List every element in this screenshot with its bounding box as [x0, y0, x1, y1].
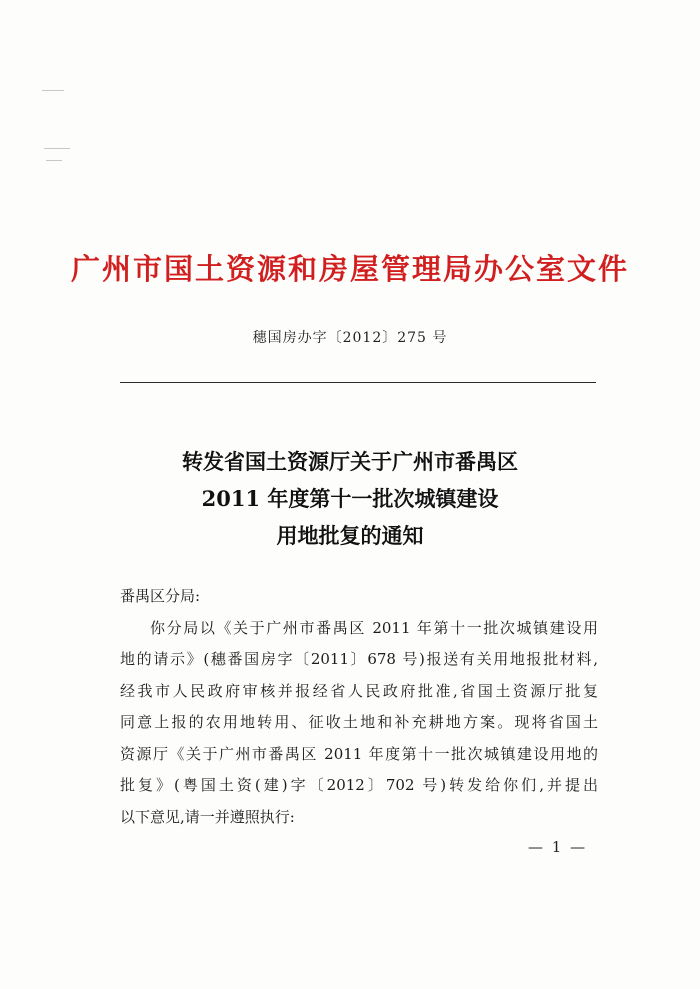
salutation: 番禺区分局: [120, 587, 201, 605]
scan-speck [42, 90, 64, 91]
notice-title-line: 转发省国土资源厅关于广州市番禺区 [182, 449, 518, 474]
body-line: 你分局以《关于广州市番禺区 2011 年第十一批次城镇建设用 [150, 618, 598, 637]
notice-body [120, 581, 598, 833]
notice-title-line: 用地批复的通知 [276, 523, 424, 548]
body-line: 经我市人民政府审核并报经省人民政府批准,省国土资源厅批复 [120, 681, 598, 700]
scan-speck [46, 160, 62, 161]
document-number: 穗国房办字〔2012〕275 号 [252, 330, 448, 346]
body-line: 同意上报的农用地转用、征收土地和补充耕地方案。现将省国土 [120, 713, 598, 731]
issuer-header-title: 广州市国土资源和房屋管理局办公室文件 [70, 252, 629, 286]
header-divider [120, 382, 596, 383]
notice-title [0, 443, 700, 554]
body-line: 以下意见,请一并遵照执行: [120, 807, 295, 826]
body-line: 批复》(粤国土资(建)字〔2012〕702 号)转发给你们,并提出 [120, 776, 598, 794]
scan-speck [44, 148, 70, 149]
body-line: 资源厅《关于广州市番禺区 2011 年度第十一批次城镇建设用地的 [120, 744, 598, 763]
body-line: 地的请示》(穗番国房字〔2011〕678 号)报送有关用地报批材料, [120, 650, 598, 668]
page-number: — 1 — [528, 838, 588, 856]
notice-title-line: 2011 年度第十一批次城镇建设 [201, 486, 499, 511]
